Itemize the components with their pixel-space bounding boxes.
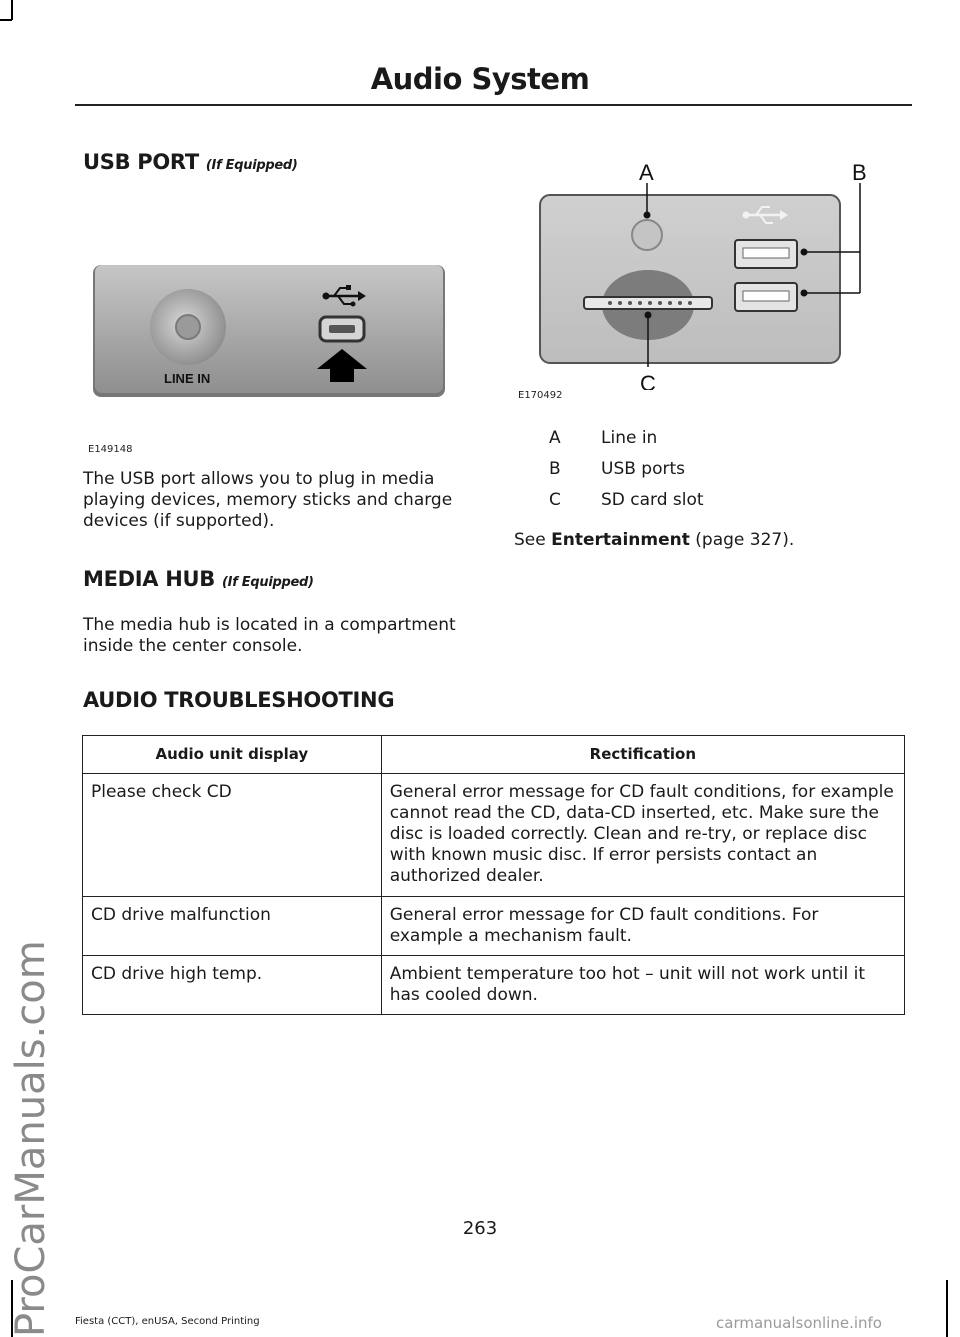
legend-letter: A	[549, 428, 561, 448]
media-hub-heading-suffix: (If Equipped)	[222, 575, 314, 590]
usb-port-paragraph: The USB port allows you to plug in media playing devices, memory sticks and charge devices (if supported).	[83, 469, 453, 531]
rectification-cell: General error message for CD fault conditions, for example cannot read the CD, data-CD inserted, etc. Make sure the disc is loaded correctly. Clean and re-try, or replace disc with known music disc. If error persists contact an authorized dealer.	[381, 774, 904, 897]
media-hub-heading-text: MEDIA HUB	[83, 567, 215, 591]
usb-port-figure	[90, 255, 450, 405]
usb-port-heading-suffix: (If Equipped)	[205, 158, 298, 173]
troubleshooting-table	[82, 735, 905, 1015]
table-row	[83, 897, 905, 956]
media-hub-paragraph: The media hub is located in a compartment inside the center console.	[83, 615, 456, 656]
crop-mark	[11, 0, 13, 20]
page-number: 263	[462, 1218, 498, 1239]
hub-figure-code: E170492	[518, 390, 563, 401]
see-reference	[514, 530, 794, 551]
callout-c: C	[640, 371, 656, 390]
display-cell: Please check CD	[83, 774, 382, 897]
display-cell: CD drive high temp.	[83, 956, 382, 1015]
legend-text: Line in	[601, 428, 658, 448]
crop-mark	[0, 19, 12, 21]
usb-port-heading	[83, 150, 298, 174]
line-in-label: LINE IN	[164, 371, 211, 386]
display-cell: CD drive malfunction	[83, 897, 382, 956]
rectification-cell: Ambient temperature too hot – unit will not work until it has cooled down.	[381, 956, 904, 1015]
edition-label: Fiesta (CCT), enUSA, Second Printing	[75, 1316, 260, 1327]
column-header: Audio unit display	[83, 736, 382, 774]
table-row	[83, 774, 905, 897]
usb-port-heading-text: USB PORT	[83, 150, 199, 174]
entertainment-link[interactable]: Entertainment	[551, 530, 690, 550]
see-prefix: See	[514, 530, 552, 550]
crop-mark	[946, 1280, 948, 1337]
callout-b: B	[852, 160, 867, 185]
column-header: Rectification	[381, 736, 904, 774]
media-hub-heading	[83, 567, 314, 591]
legend-text: USB ports	[601, 459, 686, 479]
page-title: Audio System	[370, 62, 590, 96]
callout-a: A	[639, 160, 654, 185]
header-rule	[75, 104, 912, 106]
see-suffix: (page 327).	[689, 530, 795, 550]
table-row	[83, 956, 905, 1015]
rectification-cell: General error message for CD fault conditions. For example a mechanism fault.	[381, 897, 904, 956]
legend-letter: C	[549, 490, 561, 510]
source-url: carmanualsonline.info	[716, 1314, 882, 1332]
legend-letter: B	[549, 459, 561, 479]
legend-text: SD card slot	[601, 490, 704, 510]
table-header-row	[83, 736, 905, 774]
hub-line-in-icon	[632, 220, 662, 250]
watermark: ProCarManuals.com	[8, 940, 54, 1337]
usb-figure-code: E149148	[88, 444, 133, 455]
media-hub-figure	[510, 155, 895, 390]
troubleshooting-heading: AUDIO TROUBLESHOOTING	[83, 688, 395, 712]
